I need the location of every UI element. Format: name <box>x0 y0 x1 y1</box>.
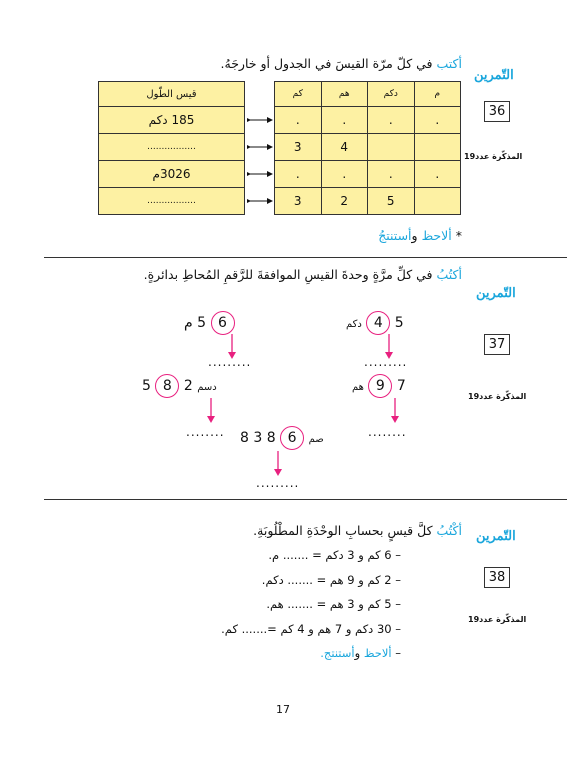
conversion-line: – 5 كم و 3 هم = ....... هم. <box>266 597 401 611</box>
conversion-line: – 2 كم و 9 هم = ....... دكم. <box>261 573 401 587</box>
answer-dots: ......... <box>208 355 252 369</box>
table-cell <box>414 134 461 161</box>
measure-cell: ................. <box>99 134 245 161</box>
circled-digit: 4 <box>366 311 390 335</box>
table-cell: . <box>321 161 368 188</box>
table-cell: 4 <box>321 134 368 161</box>
table-cell: . <box>414 107 461 134</box>
answer-dots: ........ <box>186 425 225 439</box>
item-unit: دكم <box>346 319 362 330</box>
note-observe: ألاحظ <box>421 228 452 243</box>
item-digits: 5 <box>394 315 404 331</box>
exercise-38-instruction <box>253 523 462 538</box>
instruction-verb: أكْتُبُ <box>436 523 462 538</box>
circled-digit: 6 <box>211 311 235 335</box>
item-digits: 8 3 8 <box>240 430 276 446</box>
item-digit: 2 <box>183 378 193 394</box>
table-cell: . <box>275 161 322 188</box>
answer-dots: ......... <box>256 476 300 490</box>
circled-digit: 8 <box>155 374 179 398</box>
divider <box>44 257 567 258</box>
note-star: * <box>455 228 462 243</box>
exercise-36-memo: المذكّرة عدد19 <box>464 152 523 161</box>
item-digits: 5 م <box>184 315 207 331</box>
unit-header-m: م <box>414 82 461 107</box>
exercise-36-instruction <box>221 56 462 71</box>
exercise-37-number: 37 <box>484 334 510 355</box>
down-arrow <box>273 451 283 477</box>
item-2-8-5-dm <box>142 374 217 398</box>
circled-digit: 9 <box>368 374 392 398</box>
exercise-37-memo: المذكّرة عدد19 <box>468 392 527 401</box>
exercise-36-note <box>378 228 462 243</box>
measure-table <box>98 81 245 215</box>
table-cell: . <box>321 107 368 134</box>
item-6-5m <box>184 311 235 335</box>
observe-word: ألاحظ <box>363 646 392 660</box>
units-table <box>274 81 461 215</box>
table-cell: 5 <box>368 188 415 215</box>
table-cell: . <box>414 161 461 188</box>
table-cell: . <box>368 107 415 134</box>
measure-cell: ................. <box>99 188 245 215</box>
down-arrow <box>390 398 400 424</box>
conclude-word: أستنتج. <box>320 646 355 660</box>
table-cell <box>414 188 461 215</box>
unit-header-dam: دكم <box>368 82 415 107</box>
item-6-8-3-8-cm <box>240 426 324 450</box>
exercise-38-number: 38 <box>484 567 510 588</box>
answer-dots: ........ <box>368 425 407 439</box>
instruction-verb: أكتُبُ <box>436 267 462 282</box>
table-cell: 3 <box>275 188 322 215</box>
item-digit: 5 <box>142 378 151 394</box>
item-unit: هم <box>352 382 364 393</box>
dash: – <box>395 646 401 660</box>
item-unit: دسم <box>197 382 217 393</box>
double-arrows <box>247 112 275 217</box>
measure-header: قيس الطّول <box>99 82 245 107</box>
instruction-text: في كلِّ مرَّةٍ وحدةَ القيسِ الموافقةَ للرَّقمِ المُحاطِ بدائرةٍ. <box>143 267 433 282</box>
table-cell: 3 <box>275 134 322 161</box>
exercise-38-title: التّمرين <box>476 529 516 544</box>
table-cell: 2 <box>321 188 368 215</box>
conversion-line: – 30 دكم و 7 هم و 4 كم =....... كم. <box>221 622 401 636</box>
table-cell <box>368 134 415 161</box>
conversion-line: – 6 كم و 3 دكم = ....... م. <box>268 548 401 562</box>
exercise-37-instruction <box>144 267 462 282</box>
note-conclude: أستنتجُ <box>378 228 412 243</box>
exercise-38-memo: المذكّرة عدد19 <box>468 615 527 624</box>
item-digit: 7 <box>396 378 406 394</box>
exercise-36-number: 36 <box>484 101 510 122</box>
divider <box>44 499 567 500</box>
measure-cell: 185 دكم <box>99 107 245 134</box>
unit-header-hm: هم <box>321 82 368 107</box>
instruction-verb: أكتب <box>436 56 462 71</box>
item-9-7-hm <box>352 374 406 398</box>
table-cell: . <box>368 161 415 188</box>
measure-cell: 3026م <box>99 161 245 188</box>
item-unit: صم <box>308 434 324 445</box>
and-word: و <box>354 646 361 660</box>
circled-digit: 6 <box>280 426 304 450</box>
instruction-text: في كلّ مرّة القيسَ في الجدول أو خارجَهُ. <box>220 56 433 71</box>
note-and: و <box>411 228 418 243</box>
observe-conclude-line <box>320 646 401 660</box>
exercise-37-title: التّمرين <box>476 286 516 301</box>
instruction-text: كلَّ قيسٍ بحسابِ الوحْدَةِ المطْلُوبَةِ. <box>253 523 433 538</box>
down-arrow <box>206 398 216 424</box>
item-5-4-dam <box>346 311 404 335</box>
page-number: 17 <box>276 703 290 716</box>
exercise-36-title: التّمرين <box>474 68 514 83</box>
answer-dots: ......... <box>364 355 408 369</box>
unit-header-km: كم <box>275 82 322 107</box>
table-cell: . <box>275 107 322 134</box>
